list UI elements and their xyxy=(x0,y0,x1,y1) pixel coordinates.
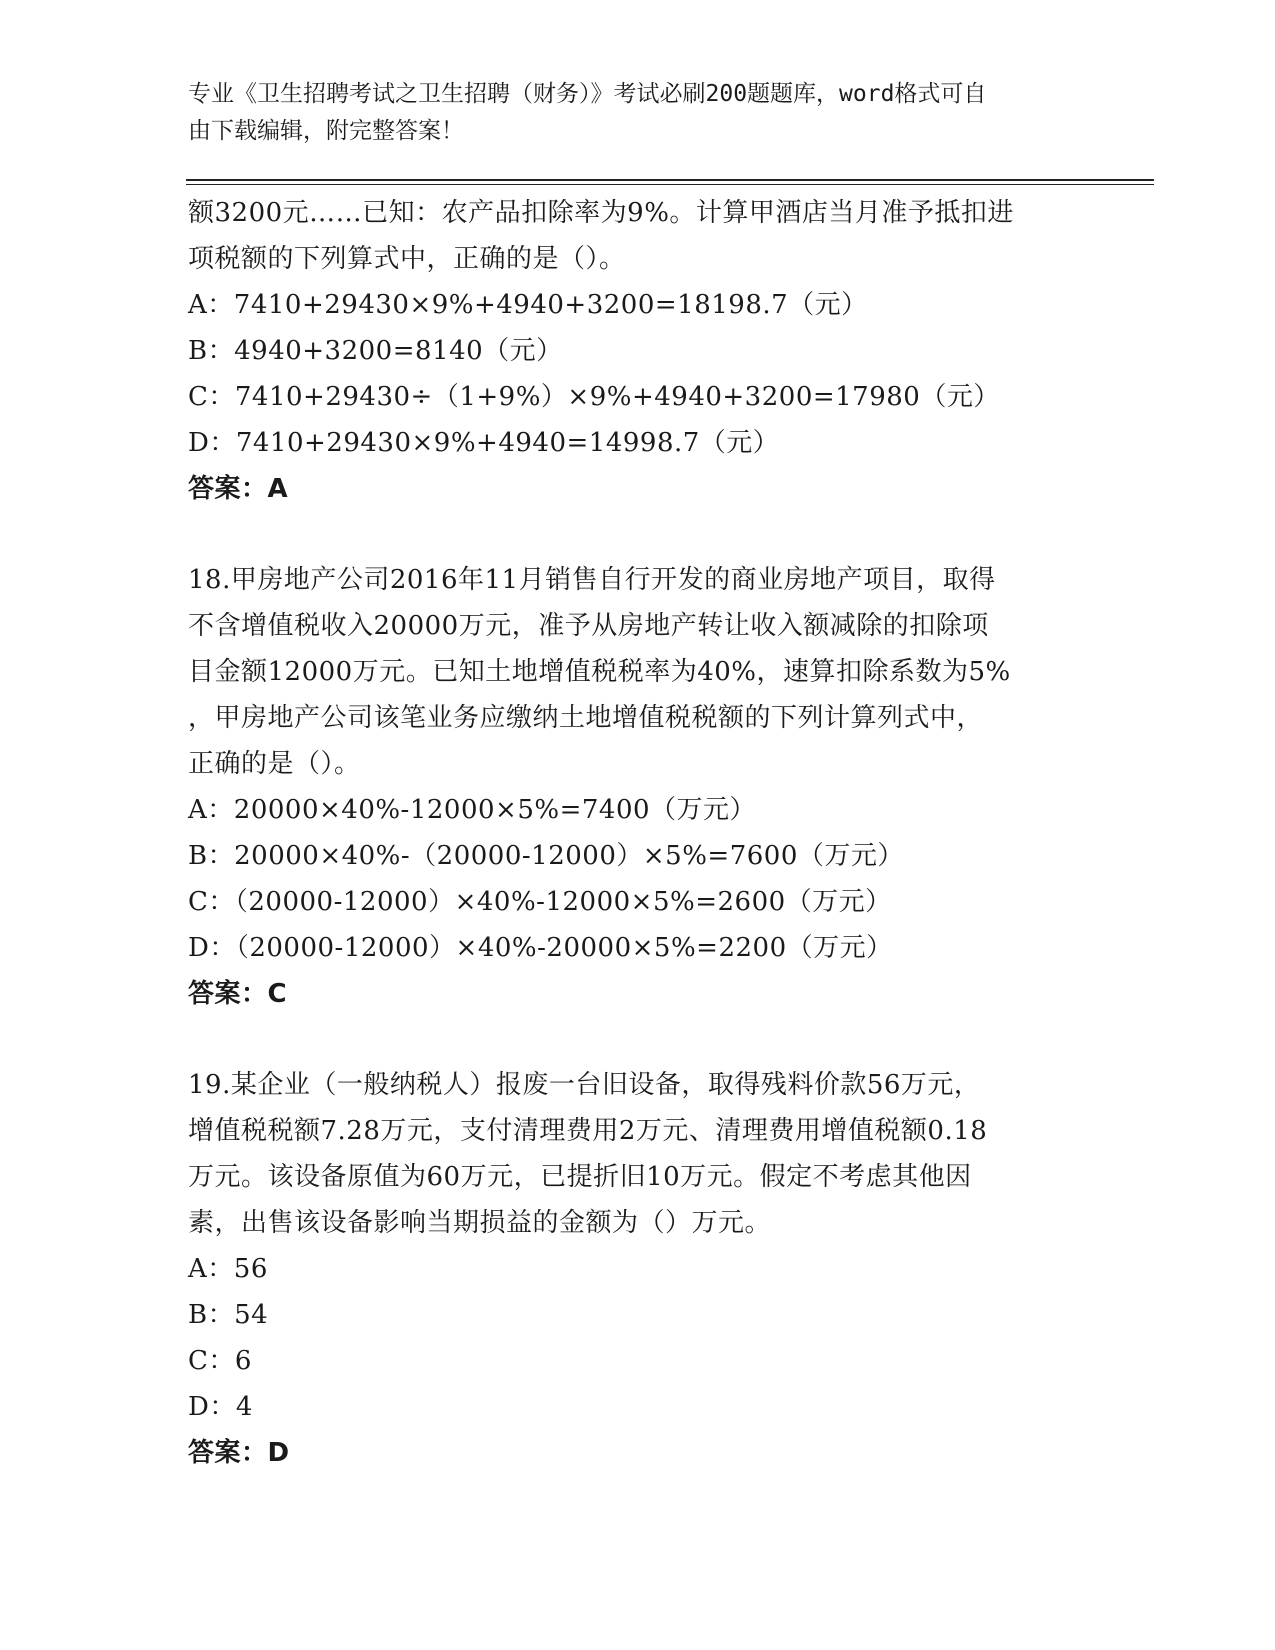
question-stem-line: 不含增值税收入20000万元，准予从房地产转让收入额减除的扣除项 xyxy=(188,611,989,641)
question-stem-line: 万元。该设备原值为60万元，已提折旧10万元。假定不考虑其他因 xyxy=(188,1162,972,1192)
question-stem-line: 项税额的下列算式中，正确的是（）。 xyxy=(188,244,626,274)
option-d: D：4 xyxy=(188,1392,253,1422)
question-stem-line: 18.甲房地产公司2016年11月销售自行开发的商业房地产项目，取得 xyxy=(188,565,996,595)
option-d: D：7410+29430×9%+4940=14998.7（元） xyxy=(188,428,780,458)
option-b: B：54 xyxy=(188,1300,269,1330)
document-header xyxy=(188,76,1068,150)
option-b: B：20000×40%-（20000-12000）×5%=7600（万元） xyxy=(188,841,904,871)
question-19 xyxy=(188,1062,1088,1476)
question-18 xyxy=(188,557,1088,1017)
header-line-1: 专业《卫生招聘考试之卫生招聘（财务）》考试必刷200题题库，word格式可自 xyxy=(188,81,987,107)
question-stem-line: 正确的是（）。 xyxy=(188,749,361,779)
option-c: C：6 xyxy=(188,1346,252,1376)
answer: 答案：D xyxy=(188,1438,290,1468)
question-stem-line: ，甲房地产公司该笔业务应缴纳土地增值税税额的下列计算列式中， xyxy=(188,703,984,733)
header-rule-thick xyxy=(186,179,1154,181)
option-d: D：（20000-12000）×40%-20000×5%=2200（万元） xyxy=(188,933,893,963)
question-stem-line: 增值税税额7.28万元，支付清理费用2万元、清理费用增值税额0.18 xyxy=(188,1116,988,1146)
question-stem-line: 19.某企业（一般纳税人）报废一台旧设备，取得残料价款56万元， xyxy=(188,1070,981,1100)
question-stem-line: 额3200元……已知：农产品扣除率为9%。计算甲酒店当月准予抵扣进 xyxy=(188,198,1014,228)
option-c: C：（20000-12000）×40%-12000×5%=2600（万元） xyxy=(188,887,892,917)
header-line-2: 由下载编辑，附完整答案！ xyxy=(188,118,464,144)
question-stem-line: 目金额12000万元。已知土地增值税税率为40%，速算扣除系数为5% xyxy=(188,657,1011,687)
option-c: C：7410+29430÷（1+9%）×9%+4940+3200=17980（元） xyxy=(188,382,1000,412)
answer: 答案：C xyxy=(188,979,288,1009)
header-rule-thin xyxy=(186,184,1154,185)
option-a: A：20000×40%-12000×5%=7400（万元） xyxy=(188,795,757,825)
option-b: B：4940+3200=8140（元） xyxy=(188,336,563,366)
document-body xyxy=(188,190,1088,1476)
option-a: A：7410+29430×9%+4940+3200=18198.7（元） xyxy=(188,290,868,320)
question-17 xyxy=(188,190,1088,512)
option-a: A：56 xyxy=(188,1254,268,1284)
question-stem-line: 素，出售该设备影响当期损益的金额为（）万元。 xyxy=(188,1208,772,1238)
answer: 答案：A xyxy=(188,474,289,504)
